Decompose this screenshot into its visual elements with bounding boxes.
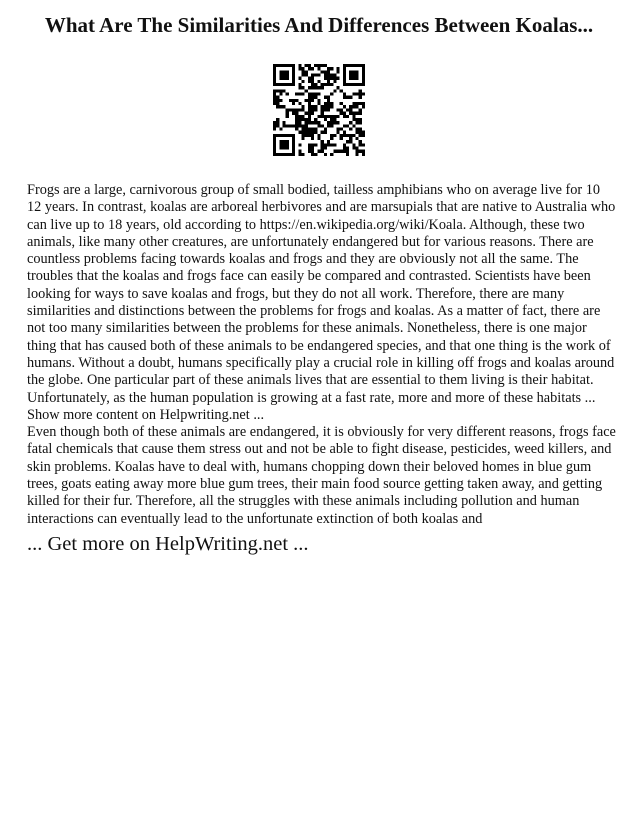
article-body	[27, 182, 617, 528]
page-title: What Are The Similarities And Differences Between Koalas...	[44, 13, 594, 37]
paragraph: Frogs are a large, carnivorous group of small bodied, tailless amphibians who on average live for 10 12 years. In contrast, koalas are arboreal herbivores and are marsupials that are native to Australia who can live up to 18 years, old according to https://en.wikipedia.org/wiki/Koala. Although, these two animals, like many other creatures, are unfortunately endangered but for various reasons. There are countless problems facing towards koalas and frogs and they are obviously not all the same. The troubles that the koalas and frogs face can easily be compared and contrasted. Scientists have been looking for ways to save koalas and frogs, but they do not all work. Therefore, there are many similarities and distinctions between the problems for frogs and koalas. As a matter of fact, there are not too many similarities between the problems for these animals. Nonetheless, there is one major thing that has caused both of these animals to be endangered species, and that one thing is the work of humans. Without a doubt, humans specifically play a crucial role in killing off frogs and koalas around the globe. One particular part of these animals lives that are essential to them living is their habitat. Unfortunately, as the human population is growing at a fast rate, more and more of these habitats ...	[27, 182, 616, 406]
show-more-link[interactable]: Show more content on Helpwriting.net ...	[27, 406, 265, 423]
get-more-link[interactable]: ... Get more on HelpWriting.net ...	[27, 533, 309, 555]
paragraph: Even though both of these animals are endangered, it is obviously for very different reasons, frogs face fatal chemicals that cause them stress out and not be able to fight disease, pesticides, weed killers, and skin problems. Koalas have to deal with, humans chopping down their beloved homes in blue gum trees, goats eating away more blue gum trees, their main food source getting taken away, and getting killed for their fur. Therefore, all the struggles with these animals including pollution and human interactions can eventually lead to the unfortunate extinction of both koalas and	[27, 424, 616, 527]
qr-code-icon	[273, 64, 365, 156]
